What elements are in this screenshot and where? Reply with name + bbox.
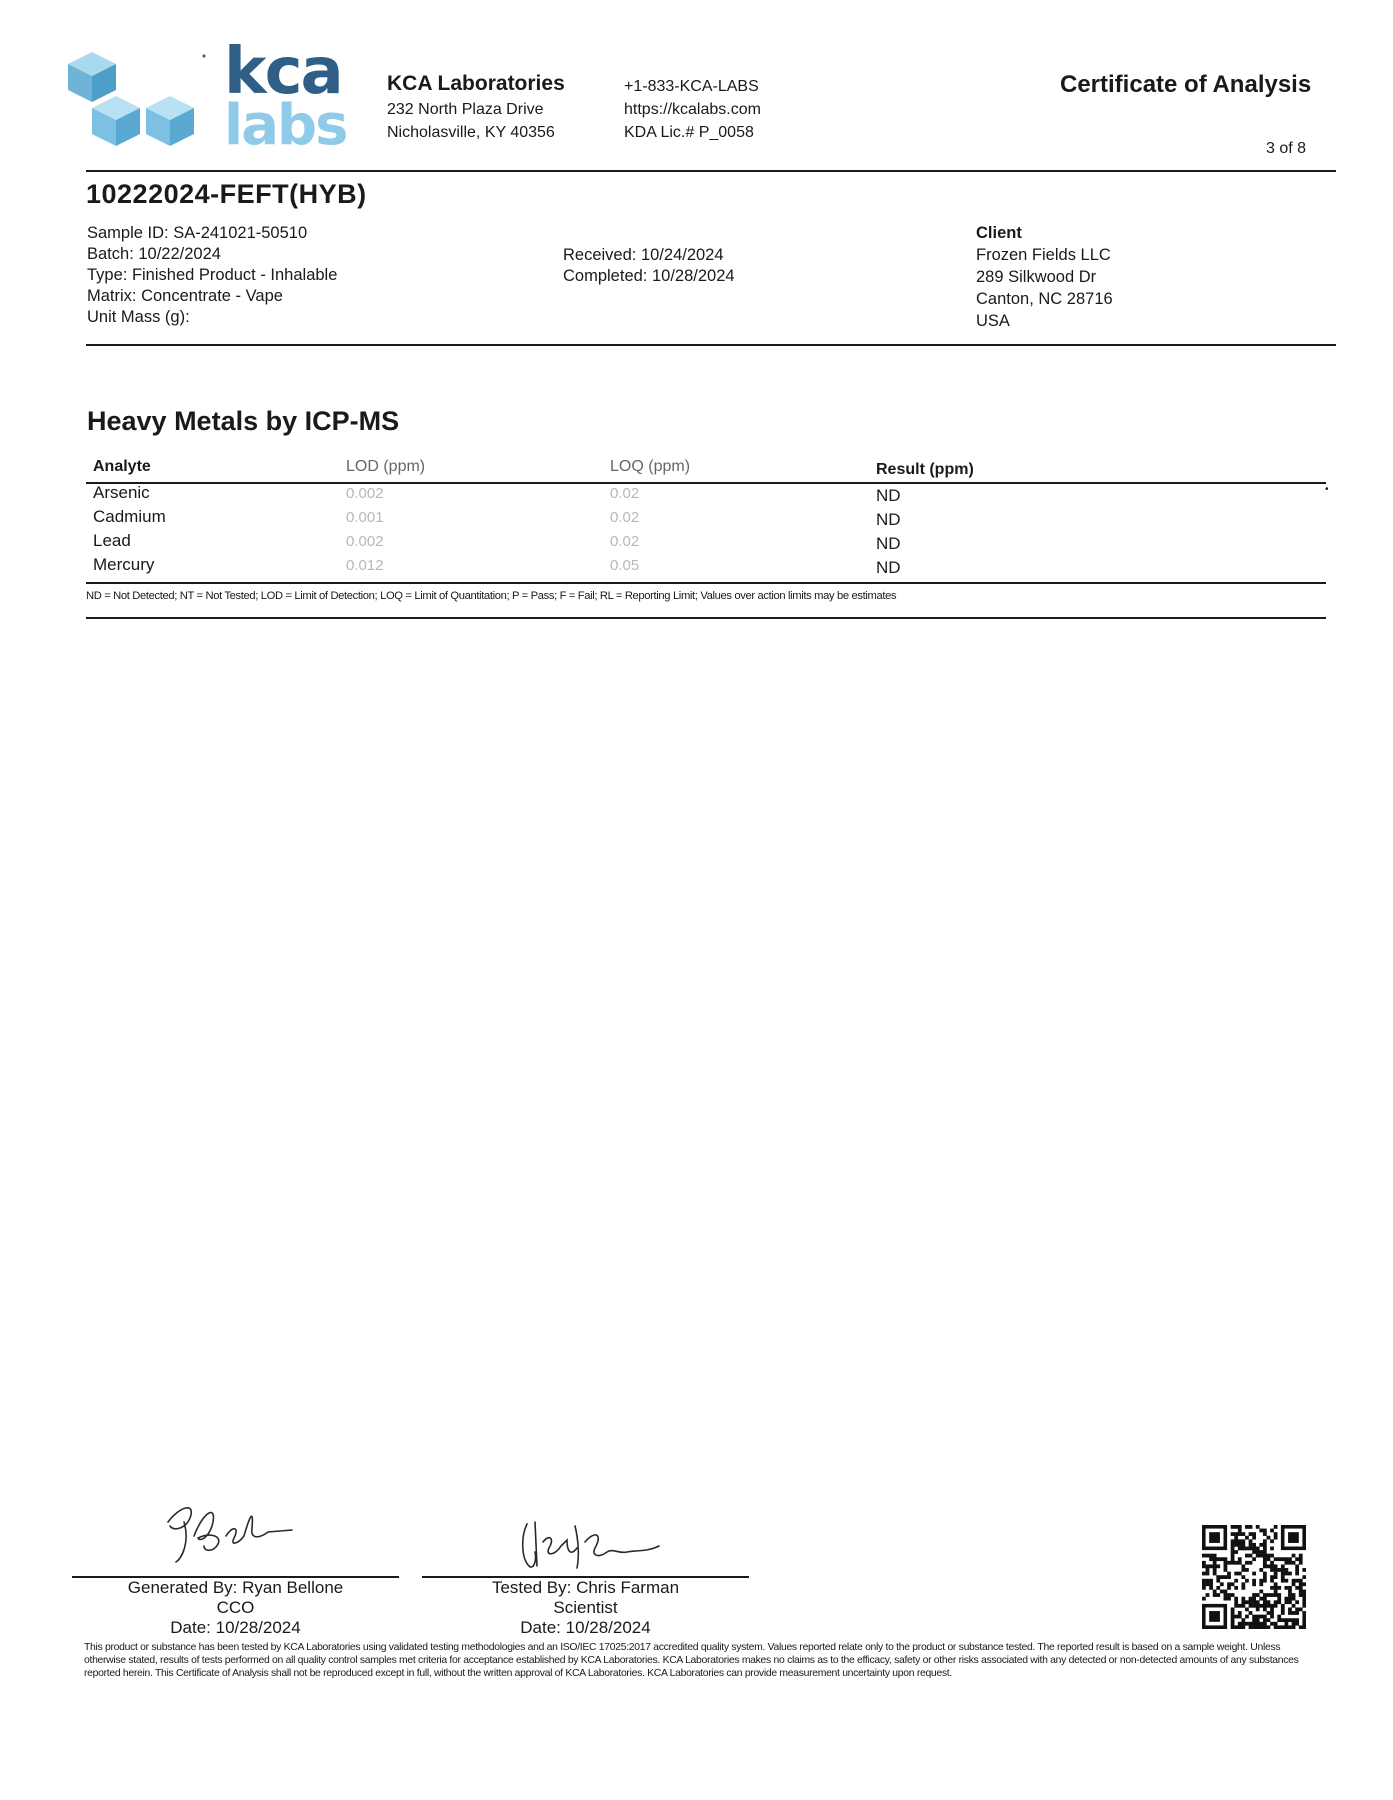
tested-date: Date: 10/28/2024 xyxy=(520,1618,651,1637)
header-divider xyxy=(86,170,1336,172)
section-title-heavy-metals: Heavy Metals by ICP-MS xyxy=(87,406,400,436)
analyte-cell: Mercury xyxy=(93,555,155,574)
sample-divider xyxy=(86,344,1336,346)
lab-contact xyxy=(624,75,761,144)
lab-address-line1: 232 North Plaza Drive xyxy=(387,101,544,118)
result-cell: ND xyxy=(876,486,901,505)
lab-address xyxy=(387,98,555,144)
col-header-lod: LOD (ppm) xyxy=(346,458,426,475)
client-block xyxy=(976,222,1113,332)
disclaimer-text: This product or substance has been tested by KCA Laboratories using validated testing methodologies and an ISO/IEC 17025:2017 accredited quality system. Values reported relate only to the product or substance tested. The reported result is based on a sample weight. Unless otherwise stated, results of tests performed on all quality control samples met criteria for acceptance established by KCA Laboratories. KCA Laboratories makes no claims as to the efficacy, safety or other risks associated with any detected or non-detected amounts of any substances reported herein. This Certificate of Analysis shall not be reproduced except in full, without the written approval of KCA Laboratories. KCA Laboratories can provide measurement uncertainty upon request. xyxy=(84,1642,1299,1679)
lod-cell: 0.001 xyxy=(346,509,384,526)
result-cell: ND xyxy=(876,534,901,553)
client-street: 289 Silkwood Dr xyxy=(976,268,1097,286)
sample-details xyxy=(87,223,337,328)
generated-role: CCO xyxy=(216,1598,255,1617)
cube-cluster-logo-icon xyxy=(64,46,214,156)
loq-cell: 0.02 xyxy=(610,485,640,502)
result-cell: ND xyxy=(876,558,901,577)
lab-address-line2: Nicholasville, KY 40356 xyxy=(387,124,555,141)
tested-role: Scientist xyxy=(553,1598,618,1617)
document-title: Certificate of Analysis xyxy=(1060,71,1312,98)
lod-cell: 0.012 xyxy=(346,557,384,574)
lab-website-link[interactable]: https://kcalabs.com xyxy=(624,101,761,118)
client-city: Canton, NC 28716 xyxy=(976,290,1113,308)
loq-cell: 0.02 xyxy=(610,509,640,526)
signature-chris-farman xyxy=(515,1512,665,1574)
scan-mark: • xyxy=(1325,484,1329,495)
page-indicator: 3 of 8 xyxy=(1266,140,1307,157)
loq-cell: 0.02 xyxy=(610,533,640,550)
lod-cell: 0.002 xyxy=(346,485,384,502)
col-header-loq: LOQ (ppm) xyxy=(610,458,691,475)
client-country: USA xyxy=(976,312,1010,330)
qr-code-icon[interactable] xyxy=(1202,1525,1306,1629)
tested-by: Tested By: Chris Farman xyxy=(491,1578,680,1597)
client-label: Client xyxy=(976,224,1022,242)
table-header-rule xyxy=(86,482,1326,484)
sample-id: Sample ID: SA-241021-50510 xyxy=(87,224,308,242)
legend-divider xyxy=(86,617,1326,619)
client-name: Frozen Fields LLC xyxy=(976,246,1111,264)
loq-cell: 0.05 xyxy=(610,557,640,574)
sample-batch: Batch: 10/22/2024 xyxy=(87,245,221,263)
generated-by-block xyxy=(72,1578,399,1638)
completed-date: Completed: 10/28/2024 xyxy=(563,267,735,285)
col-header-analyte: Analyte xyxy=(93,458,151,475)
analyte-cell: Arsenic xyxy=(93,483,150,502)
logo-text-labs: labs xyxy=(224,93,347,158)
table-legend: ND = Not Detected; NT = Not Tested; LOD = Limit of Detection; LOQ = Limit of Quantitation; P = Pass; F = Fail; RL = Reporting Limit; Values over action limits may be estimates xyxy=(86,590,897,602)
received-date: Received: 10/24/2024 xyxy=(563,246,724,264)
sample-title: 10222024-FEFT(HYB) xyxy=(86,179,367,209)
logo-text-kca: kca xyxy=(224,35,342,109)
table-footer-rule xyxy=(86,582,1326,584)
generated-by: Generated By: Ryan Bellone xyxy=(127,1578,344,1597)
lab-name: KCA Laboratories xyxy=(387,72,565,95)
generated-date: Date: 10/28/2024 xyxy=(170,1618,301,1637)
lod-cell: 0.002 xyxy=(346,533,384,550)
sample-dates xyxy=(563,245,735,287)
sample-type: Type: Finished Product - Inhalable xyxy=(87,266,338,284)
tested-by-block xyxy=(422,1578,749,1638)
sample-matrix: Matrix: Concentrate - Vape xyxy=(87,287,283,305)
analyte-cell: Lead xyxy=(93,531,131,550)
lab-phone: +1-833-KCA-LABS xyxy=(624,78,759,95)
signature-ryan-bellone xyxy=(160,1492,310,1564)
col-header-result: Result (ppm) xyxy=(876,461,974,478)
result-cell: ND xyxy=(876,510,901,529)
analyte-cell: Cadmium xyxy=(93,507,166,526)
lab-license: KDA Lic.# P_0058 xyxy=(624,124,754,141)
sample-unit-mass: Unit Mass (g): xyxy=(87,308,190,326)
